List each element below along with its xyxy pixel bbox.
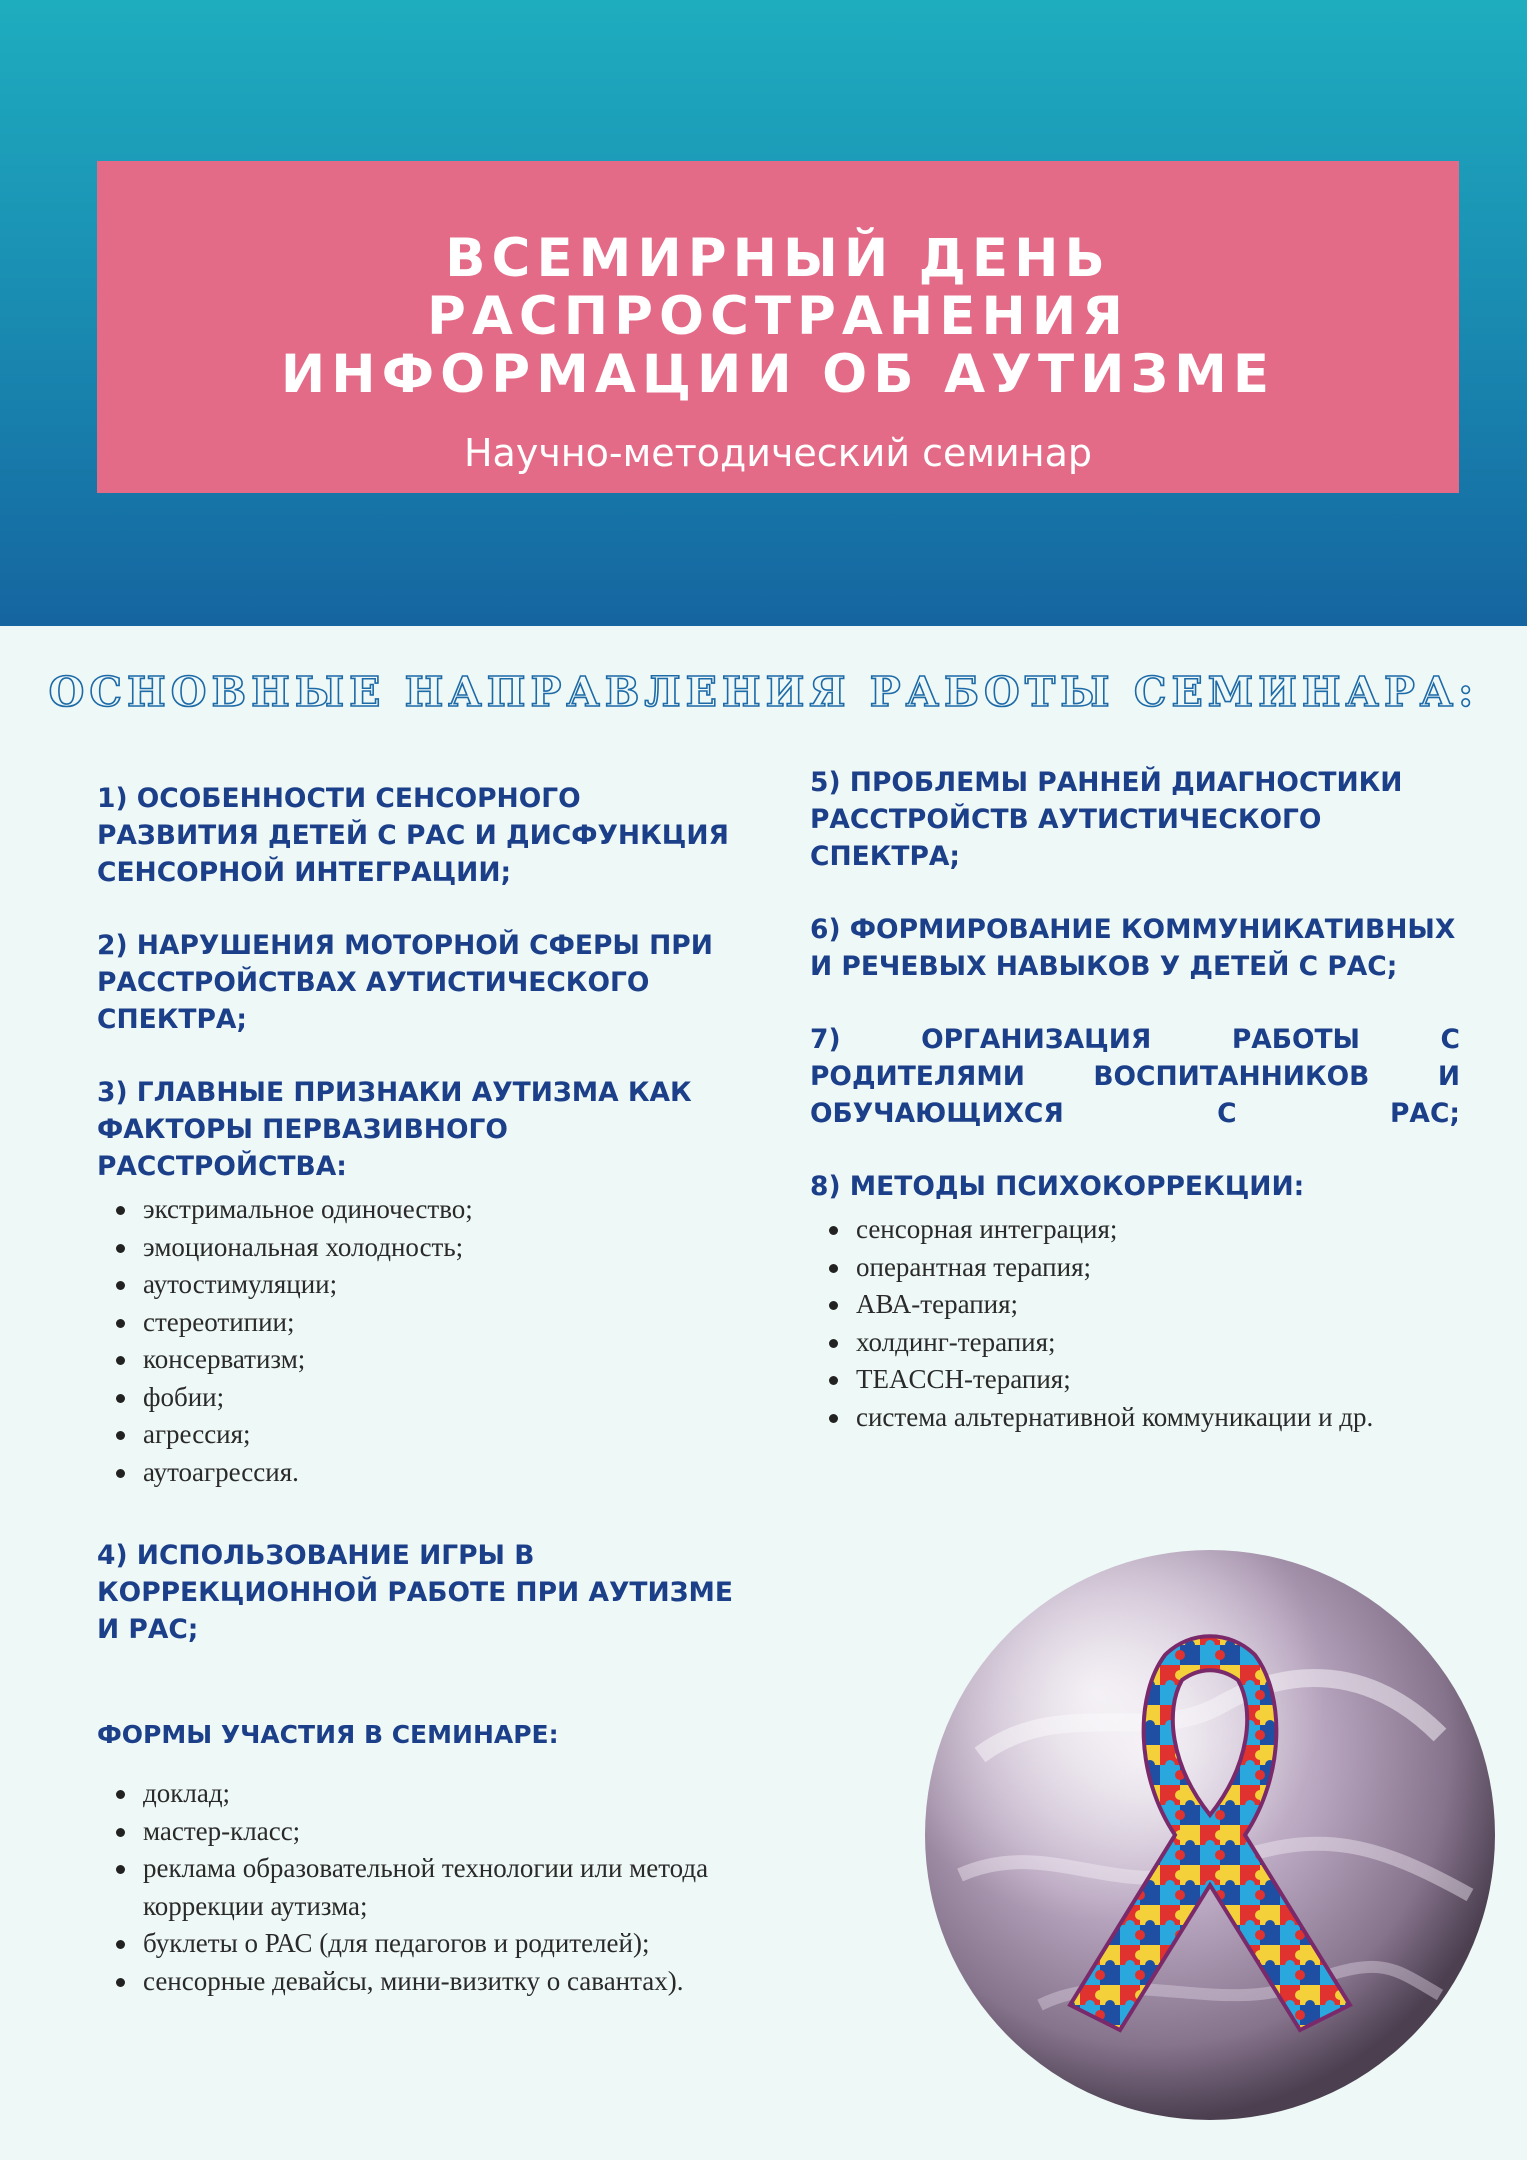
list-item: буклеты о РАС (для педагогов и родителей); [143, 1925, 817, 1963]
list-item: система альтернативной коммуникации и др. [856, 1399, 1460, 1437]
list-item: TEACCH-терапия; [856, 1361, 1460, 1399]
left-column [97, 780, 737, 1684]
topic-2: 2) НАРУШЕНИЯ МОТОРНОЙ СФЕРЫ ПРИ РАССТРОЙСТВАХ АУТИСТИЧЕСКОГО СПЕКТРА; [97, 930, 713, 1035]
header-band [0, 0, 1527, 626]
list-item: фобии; [143, 1379, 737, 1417]
topic-8-list [810, 1211, 1460, 1436]
section-title: ОСНОВНЫЕ НАПРАВЛЕНИЯ РАБОТЫ СЕМИНАРА: [48, 668, 1479, 716]
page-title-line-2: ИНФОРМАЦИИ ОБ АУТИЗМЕ [280, 344, 1276, 405]
list-item: холдинг-терапия; [856, 1324, 1460, 1362]
forms-list-wrap [97, 1775, 817, 2046]
list-item: реклама образовательной технологии или метода коррекции аутизма; [143, 1850, 817, 1925]
list-item: экстримальное одиночество; [143, 1191, 737, 1229]
topic-4: 4) ИСПОЛЬЗОВАНИЕ ИГРЫ В КОРРЕКЦИОННОЙ РАБОТЕ ПРИ АУТИЗМЕ И РАС; [97, 1540, 733, 1645]
topic-5: 5) ПРОБЛЕМЫ РАННЕЙ ДИАГНОСТИКИ РАССТРОЙСТВ АУТИСТИЧЕСКОГО СПЕКТРА; [810, 767, 1403, 872]
topic-8: 8) МЕТОДЫ ПСИХОКОРРЕКЦИИ: [810, 1171, 1305, 1202]
list-item: АВА-терапия; [856, 1286, 1460, 1324]
list-item: аутостимуляции; [143, 1266, 737, 1304]
forms-list [97, 1775, 817, 2000]
topic-7: 7) ОРГАНИЗАЦИЯ РАБОТЫ С РОДИТЕЛЯМИ ВОСПИТАННИКОВ И ОБУЧАЮЩИХСЯ С РАС; [810, 1024, 1460, 1129]
topic-1: 1) ОСОБЕННОСТИ СЕНСОРНОГО РАЗВИТИЯ ДЕТЕЙ С РАС И ДИСФУНКЦИЯ СЕНСОРНОЙ ИНТЕГРАЦИИ; [97, 783, 729, 888]
list-item: стереотипии; [143, 1304, 737, 1342]
topic-3-list [97, 1191, 737, 1491]
page-title-line-1: ВСЕМИРНЫЙ ДЕНЬ РАСПРОСТРАНЕНИЯ [426, 228, 1129, 347]
right-column [810, 764, 1460, 1482]
forms-heading: ФОРМЫ УЧАСТИЯ В СЕМИНАРЕ: [97, 1720, 559, 1749]
list-item: оперантная терапия; [856, 1249, 1460, 1287]
topic-3: 3) ГЛАВНЫЕ ПРИЗНАКИ АУТИЗМА КАК ФАКТОРЫ ПЕРВАЗИВНОГО РАССТРОЙСТВА: [97, 1077, 692, 1182]
list-item: эмоциональная холодность; [143, 1229, 737, 1267]
title-banner [97, 161, 1459, 493]
list-item: аутоагрессия. [143, 1454, 737, 1492]
page-subtitle: Научно-методический семинар [463, 431, 1093, 475]
puzzle-ribbon-globe-icon [920, 1545, 1500, 2125]
list-item: консерватизм; [143, 1341, 737, 1379]
list-item: доклад; [143, 1775, 817, 1813]
list-item: сенсорная интеграция; [856, 1211, 1460, 1249]
list-item: агрессия; [143, 1416, 737, 1454]
list-item: мастер-класс; [143, 1813, 817, 1851]
list-item: сенсорные девайсы, мини-визитку о савантах). [143, 1963, 817, 2001]
topic-6: 6) ФОРМИРОВАНИЕ КОММУНИКАТИВНЫХ И РЕЧЕВЫХ НАВЫКОВ У ДЕТЕЙ С РАС; [810, 914, 1456, 982]
globe-svg [920, 1545, 1500, 2125]
